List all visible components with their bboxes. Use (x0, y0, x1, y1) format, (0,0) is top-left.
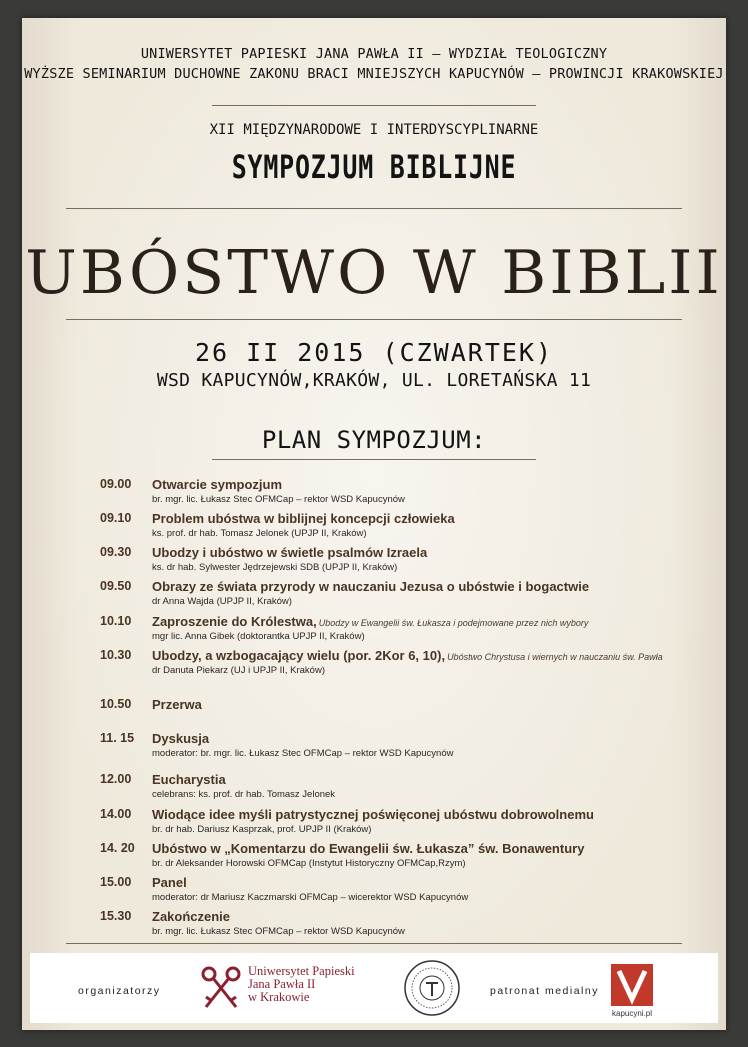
program-time: 09.00 (100, 477, 132, 491)
program-title: Ubodzy i ubóstwo w świetle psalmów Izraela (152, 545, 428, 560)
university-logo-text (248, 965, 355, 1004)
university-name-line: Uniwersytet Papieski (248, 964, 355, 978)
divider (212, 459, 536, 460)
program-speaker: dr Danuta Piekarz (UJ i UPJP II, Kraków) (152, 665, 325, 676)
program-speaker: br. mgr. lic. Łukasz Stec OFMCap – rektor WSD Kapucynów (152, 494, 405, 505)
program-title (152, 614, 588, 629)
program-note: Ubóstwo Chrystusa i wiernych w nauczaniu św. Pawła (447, 652, 663, 662)
program-time: 10.10 (100, 614, 132, 628)
program-note: Ubodzy w Ewangelii św. Łukasza i podejmowane przez nich wybory (318, 618, 589, 628)
plan-heading: PLAN SYMPOZJUM: (261, 426, 487, 454)
program-time: 09.50 (100, 579, 132, 593)
program-speaker: mgr lic. Anna Gibek (doktorantka UPJP II, Kraków) (152, 631, 365, 642)
program-title: Otwarcie sympozjum (152, 477, 283, 492)
event-date: 26 II 2015 (CZWARTEK) (194, 338, 554, 367)
program-title: Eucharystia (152, 772, 226, 787)
divider (212, 105, 536, 106)
program-title: Obrazy ze świata przyrody w nauczaniu Jezusa o ubóstwie i bogactwie (152, 579, 590, 594)
program-time: 12.00 (100, 772, 132, 786)
footer-sponsors (30, 953, 718, 1023)
institution-line-2: WYŻSZE SEMINARIUM DUCHOWNE ZAKONU BRACI MNIEJSZYCH KAPUCYNÓW – PROWINCJI KRAKOWSKIEJ (24, 66, 724, 82)
program-time: 15.30 (100, 909, 132, 923)
program-title: Problem ubóstwa w biblijnej koncepcji człowieka (152, 511, 455, 526)
program-title: Wiodące idee myśli patrystycznej poświęconej ubóstwu dobrowolnemu (152, 807, 594, 822)
program-time: 09.10 (100, 511, 132, 525)
program-title (152, 648, 663, 663)
program-speaker: moderator: dr Mariusz Kaczmarski OFMCap – wicerektor WSD Kapucynów (152, 892, 469, 903)
divider (66, 319, 682, 320)
main-title: UBÓSTWO W BIBLII (25, 238, 723, 308)
organizers-label: organizatorzy (78, 985, 161, 997)
program-title: Dyskusja (152, 731, 210, 746)
program-time: 14.00 (100, 807, 132, 821)
program-speaker: moderator: br. mgr. lic. Łukasz Stec OFMCap – rektor WSD Kapucynów (152, 748, 454, 759)
crossed-keys-icon (200, 965, 242, 1011)
program-title-text: Ubodzy, a wzbogacający wielu (por. 2Kor 6, 10), (152, 648, 446, 663)
program-time: 15.00 (100, 875, 132, 889)
program-speaker: br. dr Aleksander Horowski OFMCap (Instytut Historyczny OFMCap,Rzym) (152, 858, 466, 869)
program-speaker: dr Anna Wajda (UPJP II, Kraków) (152, 596, 292, 607)
program-speaker: celebrans: ks. prof. dr hab. Tomasz Jelonek (152, 789, 336, 800)
patron-label: patronat medialny (490, 985, 599, 997)
program-time: 10.30 (100, 648, 132, 662)
seminary-seal-icon (403, 959, 461, 1017)
symposium-subtitle: XII MIĘDZYNARODOWE I INTERDYSCYPLINARNE (209, 122, 539, 138)
kapucyni-logo-icon (610, 963, 654, 1007)
program-speaker: ks. dr hab. Sylwester Jędrzejewski SDB (UPJP II, Kraków) (152, 562, 398, 573)
program-title: Przerwa (152, 697, 202, 712)
event-place: WSD KAPUCYNÓW,KRAKÓW, UL. LORETAŃSKA 11 (156, 370, 592, 391)
divider (66, 208, 682, 209)
program-title: Panel (152, 875, 187, 890)
patron-site: kapucyni.pl (612, 1009, 653, 1018)
program-time: 10.50 (100, 697, 132, 711)
poster (22, 18, 726, 1030)
divider (66, 943, 682, 944)
program-speaker: ks. prof. dr hab. Tomasz Jelonek (UPJP II, Kraków) (152, 528, 367, 539)
program-time: 11. 15 (100, 731, 135, 745)
program-title: Zakończenie (152, 909, 231, 924)
institution-line-1: UNIWERSYTET PAPIESKI JANA PAWŁA II – WYDZIAŁ TEOLOGICZNY (140, 46, 608, 62)
university-name-line: Jana Pawła II (248, 977, 316, 991)
program-time: 09.30 (100, 545, 132, 559)
program-speaker: br. dr hab. Dariusz Kasprzak, prof. UPJP II (Kraków) (152, 824, 372, 835)
program-time: 14. 20 (100, 841, 135, 855)
program-title: Ubóstwo w „Komentarzu do Ewangelii św. Łukasza” św. Bonawentury (152, 841, 585, 856)
program-title-text: Zaproszenie do Królestwa, (152, 614, 317, 629)
university-name-line: w Krakowie (248, 990, 310, 1004)
program-speaker: br. mgr. lic. Łukasz Stec OFMCap – rektor WSD Kapucynów (152, 926, 405, 937)
symposium-name: SYMPOZJUM BIBLIJNE (231, 148, 517, 186)
